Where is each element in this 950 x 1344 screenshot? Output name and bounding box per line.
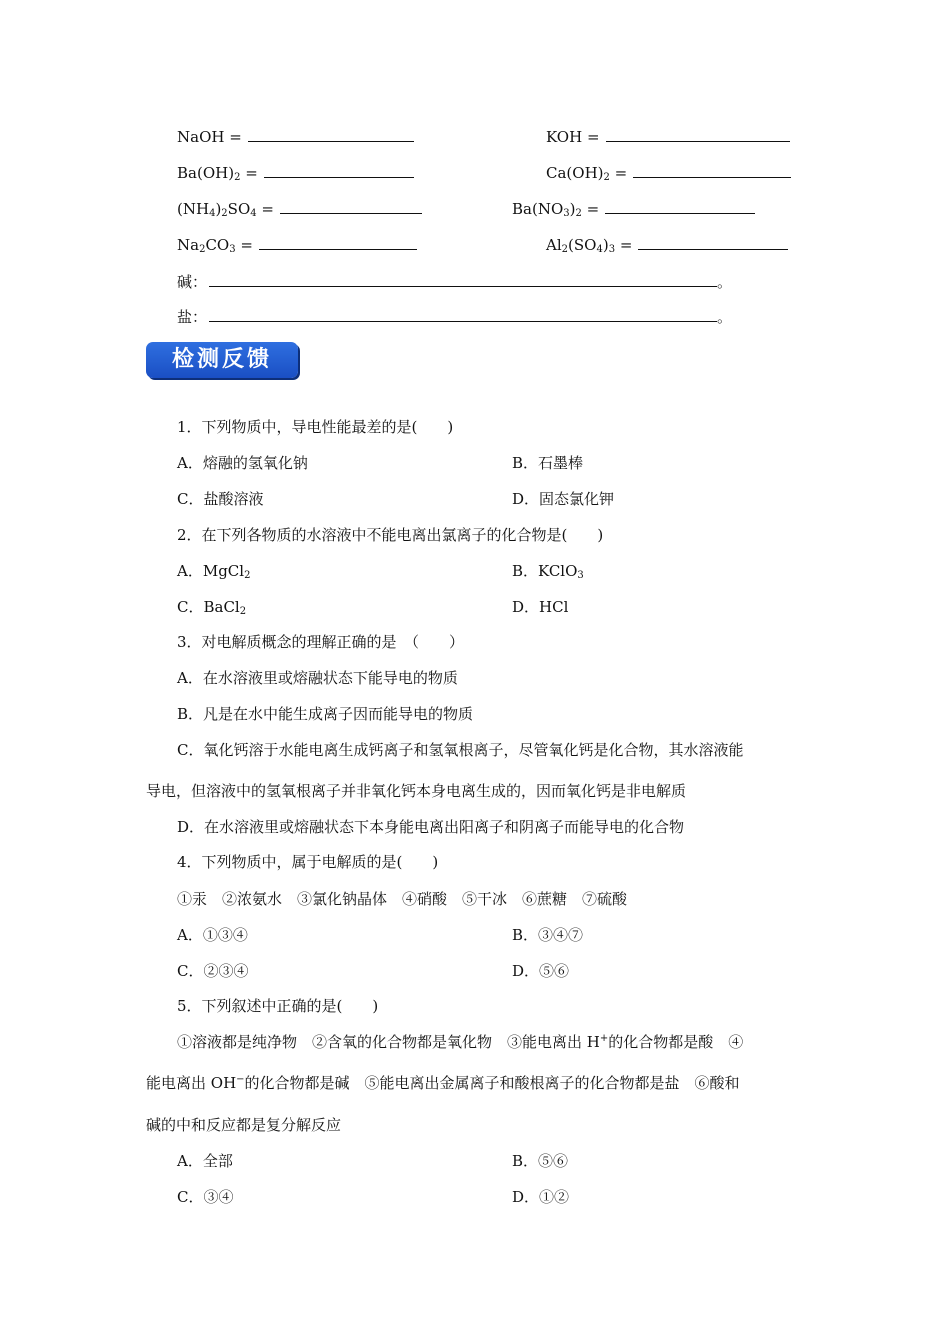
superscript: + — [599, 1033, 609, 1044]
q2-option-a[interactable] — [177, 561, 250, 581]
eq-naoh-blank[interactable] — [248, 127, 414, 142]
superscript: − — [236, 1074, 245, 1085]
formula-part: ) — [602, 236, 609, 254]
equals-sign: = — [256, 200, 274, 218]
salt-line — [177, 307, 732, 327]
eq-caoh2-blank[interactable] — [633, 163, 791, 178]
eq-naoh — [177, 127, 414, 147]
q5-stem: 5．下列叙述中正确的是( ) — [177, 997, 379, 1015]
equals-sign: = — [240, 164, 258, 182]
q2-option-d[interactable]: D．HCl — [512, 598, 569, 616]
q4-option-a[interactable]: A．①③④ — [177, 926, 248, 944]
text: 能电离出 OH — [146, 1074, 237, 1092]
subscript: 2 — [199, 244, 206, 255]
formula-part: SO — [227, 200, 251, 218]
q2-option-c-text: C．BaCl — [177, 598, 240, 616]
subscript: 2 — [561, 244, 569, 255]
q5-statements-line2 — [146, 1073, 740, 1093]
subscript: 2 — [244, 570, 251, 581]
base-blank[interactable] — [209, 272, 717, 287]
q3-option-b[interactable]: B．凡是在水中能生成离子因而能导电的物质 — [177, 705, 474, 723]
eq-bano3 — [512, 199, 755, 219]
eq-caoh2 — [546, 163, 791, 183]
end-mark: 。 — [717, 308, 733, 326]
equals-sign: = — [235, 236, 253, 254]
q5-option-c[interactable]: C．③④ — [177, 1188, 234, 1206]
section-banner: 检测反馈 — [146, 342, 298, 378]
q3-option-c-line2: 导电，但溶液中的氢氧根离子并非氧化钙本身电离生成的，因而氧化钙是非电解质 — [146, 782, 687, 800]
subscript: 2 — [603, 172, 610, 183]
subscript: 2 — [575, 208, 582, 219]
q3-stem: 3．对电解质概念的理解正确的是 （ ） — [177, 633, 465, 651]
q2-option-a-text: A．MgCl — [177, 562, 245, 580]
eq-baoh2-formula: Ba(OH) — [177, 164, 235, 182]
q1-option-b[interactable]: B．石墨棒 — [512, 454, 584, 472]
eq-baoh2-blank[interactable] — [264, 163, 414, 178]
q5-option-a[interactable]: A．全部 — [177, 1152, 233, 1170]
base-line — [177, 272, 732, 292]
subscript: 3 — [577, 570, 584, 581]
formula-part: ) — [215, 200, 222, 218]
eq-naoh-formula: NaOH = — [177, 128, 242, 146]
formula-part: CO — [205, 236, 230, 254]
q4-option-b[interactable]: B．③④⑦ — [512, 926, 584, 944]
formula-part: Na — [177, 236, 200, 254]
q1-option-c[interactable]: C．盐酸溶液 — [177, 490, 264, 508]
eq-nh4so4 — [177, 199, 422, 219]
eq-bano3-blank[interactable] — [605, 199, 755, 214]
subscript: 4 — [596, 244, 603, 255]
q5-statements-line1 — [177, 1032, 743, 1052]
salt-blank[interactable] — [209, 307, 717, 322]
q3-option-d[interactable]: D．在水溶液里或熔融状态下本身能电离出阳离子和阴离子而能导电的化合物 — [177, 818, 685, 836]
text: 的化合物都是酸 ④ — [608, 1033, 744, 1051]
salt-label: 盐： — [177, 308, 208, 326]
subscript: 3 — [608, 244, 616, 255]
formula-part: (SO — [568, 236, 597, 254]
eq-al2so4-blank[interactable] — [638, 235, 788, 250]
q3-option-a[interactable]: A．在水溶液里或熔融状态下能导电的物质 — [177, 669, 458, 687]
q5-option-b[interactable]: B．⑤⑥ — [512, 1152, 569, 1170]
base-label: 碱： — [177, 273, 208, 291]
subscript: 2 — [221, 208, 228, 219]
eq-koh-blank[interactable] — [606, 127, 790, 142]
subscript: 3 — [229, 244, 236, 255]
q4-items: ①汞 ②浓氨水 ③氯化钠晶体 ④硝酸 ⑤干冰 ⑥蔗糖 ⑦硫酸 — [177, 890, 628, 908]
eq-na2co3-blank[interactable] — [259, 235, 417, 250]
subscript: 4 — [209, 208, 216, 219]
equals-sign: = — [615, 236, 633, 254]
q2-option-b-text: B．KClO — [512, 562, 578, 580]
subscript: 4 — [250, 208, 257, 219]
formula-part: ) — [569, 200, 576, 218]
q4-option-d[interactable]: D．⑤⑥ — [512, 962, 570, 980]
subscript: 2 — [239, 606, 247, 617]
text: ①溶液都是纯净物 ②含氧的化合物都是氧化物 ③能电离出 H — [177, 1033, 600, 1051]
q2-option-c[interactable] — [177, 597, 246, 617]
q3-option-c-line1[interactable]: C．氧化钙溶于水能电离生成钙离子和氢氧根离子，尽管氧化钙是化合物，其水溶液能 — [177, 741, 744, 759]
text: 的化合物都是碱 ⑤能电离出金属离子和酸根离子的化合物都是盐 ⑥酸和 — [244, 1074, 740, 1092]
q5-option-d[interactable]: D．①② — [512, 1188, 570, 1206]
formula-part: (NH — [177, 200, 210, 218]
formula-part: Ba(NO — [512, 200, 564, 218]
q1-option-d[interactable]: D．固态氯化钾 — [512, 490, 615, 508]
end-mark: 。 — [717, 273, 733, 291]
eq-caoh2-formula: Ca(OH) — [546, 164, 604, 182]
q2-option-b[interactable] — [512, 561, 584, 581]
equals-sign: = — [581, 200, 600, 218]
equals-sign: = — [609, 164, 628, 182]
q5-statements-line3: 碱的中和反应都是复分解反应 — [146, 1116, 342, 1134]
q1-option-a[interactable]: A．熔融的氢氧化钠 — [177, 454, 308, 472]
q1-stem: 1．下列物质中，导电性能最差的是( ) — [177, 418, 454, 436]
q4-stem: 4．下列物质中，属于电解质的是( ) — [177, 853, 439, 871]
formula-part: Al — [546, 236, 562, 254]
eq-al2so4 — [546, 235, 788, 255]
q2-stem: 2．在下列各物质的水溶液中不能电离出氯离子的化合物是( ) — [177, 526, 604, 544]
eq-koh — [546, 127, 790, 147]
eq-baoh2 — [177, 163, 414, 183]
eq-nh4so4-blank[interactable] — [280, 199, 422, 214]
eq-koh-formula: KOH = — [546, 128, 600, 146]
subscript: 2 — [234, 172, 241, 183]
subscript: 3 — [563, 208, 570, 219]
q4-option-c[interactable]: C．②③④ — [177, 962, 249, 980]
eq-na2co3 — [177, 235, 417, 255]
